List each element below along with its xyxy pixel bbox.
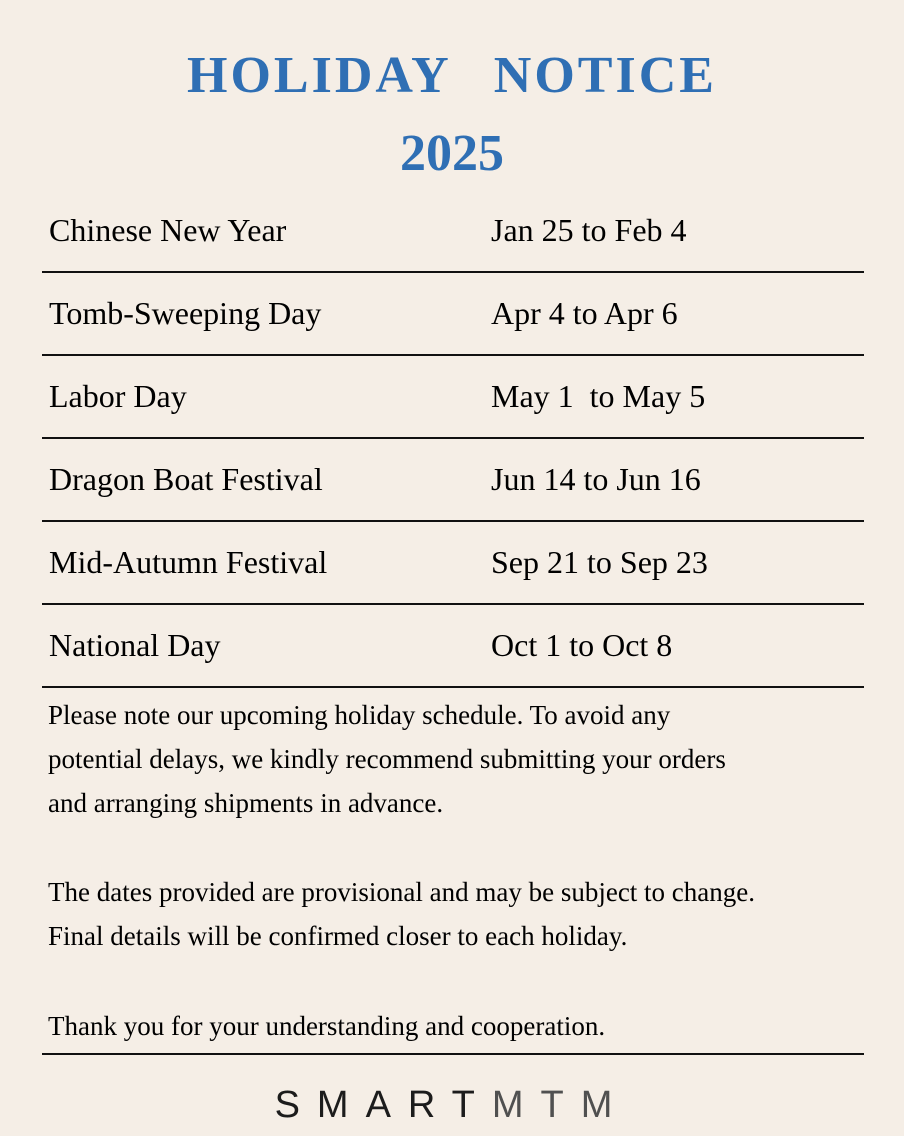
notice-line: Final details will be confirmed closer to each holiday. <box>48 921 628 951</box>
holiday-table <box>42 190 864 688</box>
holiday-name: National Day <box>49 627 221 663</box>
logo-text-mtm: MTM <box>491 1084 630 1126</box>
notice-line: potential delays, we kindly recommend submitting your orders <box>48 744 726 774</box>
holiday-dates: Jan 25 to Feb 4 <box>491 212 687 248</box>
holiday-dates: Jun 14 to Jun 16 <box>491 461 701 497</box>
holiday-row <box>42 273 864 356</box>
holiday-row <box>42 605 864 688</box>
notice-paragraph-provisional <box>48 870 864 958</box>
holiday-name: Chinese New Year <box>49 212 287 248</box>
holiday-name: Tomb-Sweeping Day <box>49 295 322 331</box>
holiday-name: Mid-Autumn Festival <box>49 544 328 580</box>
holiday-row <box>42 522 864 605</box>
notice-line: The dates provided are provisional and may be subject to change. <box>48 877 756 907</box>
holiday-dates: Sep 21 to Sep 23 <box>491 544 708 580</box>
holiday-name: Labor Day <box>49 378 187 414</box>
logo-text-smart: SMART <box>274 1084 492 1126</box>
holiday-row <box>42 190 864 273</box>
notice-line: Please note our upcoming holiday schedule. To avoid any <box>48 700 671 730</box>
holiday-row <box>42 439 864 522</box>
holiday-row <box>42 356 864 439</box>
footer-divider <box>42 1053 864 1055</box>
notice-line: and arranging shipments in advance. <box>48 788 444 818</box>
notice-paragraph-advance <box>48 693 864 825</box>
holiday-dates: Oct 1 to Oct 8 <box>491 627 673 663</box>
notice-title: HOLIDAY NOTICE <box>187 47 717 104</box>
notice-paragraph-thanks <box>48 1004 864 1048</box>
company-logo <box>0 1082 904 1128</box>
notice-year: 2025 <box>400 125 504 182</box>
notice-line: Thank you for your understanding and cooperation. <box>48 1011 606 1041</box>
holiday-dates: May 1 to May 5 <box>491 378 706 414</box>
holiday-name: Dragon Boat Festival <box>49 461 323 497</box>
holiday-dates: Apr 4 to Apr 6 <box>491 295 678 331</box>
